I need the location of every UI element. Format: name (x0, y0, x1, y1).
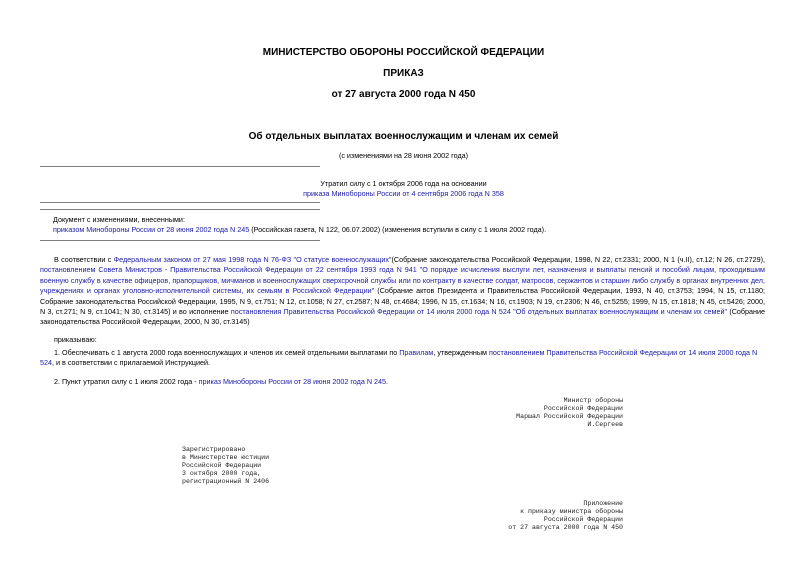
resolution-524-link[interactable]: постановления Правительства Российской Федерации от 14 июля 2000 года N 524 "Об отдельных выплатах военнослужащим и членам их семей" (230, 307, 728, 317)
item-text: 2. Пункт утратил силу с 1 июля 2002 года - (54, 377, 199, 386)
signature-line: Российской Федерации (543, 404, 623, 412)
appendix-line: к приказу министра обороны (520, 507, 623, 515)
preamble-text: В соответствии с (54, 255, 114, 264)
item-text: 1. Обеспечивать с 1 августа 2000 года военнослужащих и членов их семей отдельными выплатами по (54, 348, 400, 357)
amend-link[interactable]: приказом Минобороны России от 28 июня 2002 года N 245 (53, 225, 250, 234)
item-text: , и в соответствии с прилагаемой Инструкцией. (52, 358, 210, 368)
signature-line: И.Сергеев (587, 420, 623, 428)
divider (40, 166, 320, 167)
doc-title: Об отдельных выплатах военнослужащим и членам их семей (248, 131, 559, 142)
appendix-line: Российской Федерации (543, 515, 623, 523)
preamble-text: (Собрание актов Президента и Правительства Российской Федерации, 1993, N 40, ст.3753; 1994, N 15, ст.1180; Собрание законодательства Российской Федерации, 1995, N 9, ст.751; N 12, ст.1058; N 27, ст.2587; N 48, ст.4684; 1996, N 15, ст.1634; N 16, ст.1903; N 19, ст.2306; N 46, ст.5255; 1999, N 15, ст.1818; N 45, ст.5426; 2000, N 3, ст.271; N 9, ст.1041; N 30, ст.3145) и во исполнение (40, 286, 765, 317)
registration-line: 3 октября 2000 года, (182, 469, 262, 477)
amend-line (53, 225, 773, 235)
federal-law-link[interactable]: Федеральным законом от 27 мая 1998 года N 76-ФЗ "О статусе военнослужащих" (113, 255, 392, 264)
status-line: Утратил силу с 1 октября 2006 года на основании (320, 179, 487, 188)
signature-block (516, 397, 623, 429)
ministry-title: МИНИСТЕРСТВО ОБОРОНЫ РОССИЙСКОЙ ФЕДЕРАЦИИ (262, 47, 545, 58)
amend-label: Документ с изменениями, внесенными: (53, 215, 185, 224)
appendix-line: от 27 августа 2000 года N 450 (508, 523, 623, 531)
changes-note: (с изменениями на 28 июня 2002 года) (338, 151, 469, 160)
resolution-524-link[interactable]: постановлением Правительства Российской Федерации от 14 июля 2000 года N 524 (40, 348, 758, 368)
order-245-link[interactable]: приказ Минобороны России от 28 июня 2002 года N 245 (198, 377, 386, 386)
item-1 (40, 348, 768, 369)
item-text: . (386, 377, 388, 386)
item-text: , утвержденным (433, 348, 489, 357)
registration-line: Российской Федерации (182, 461, 262, 469)
appendix-line: Приложение (583, 500, 623, 507)
preamble-text: (Собрание законодательства Российской Федерации, 1998, N 22, ст.2331; 2000, N 1 (ч.II), ст.12; N 26, ст.2729), (391, 255, 766, 264)
preamble-paragraph (40, 255, 765, 328)
order-word: приказываю: (54, 335, 97, 344)
registration-line: в Министерстве юстиции (182, 453, 270, 461)
appendix-block (508, 500, 623, 532)
registration-line: Зарегистрировано (182, 446, 246, 453)
divider (40, 209, 320, 210)
rules-link[interactable]: Правилам (399, 348, 434, 357)
registration-block (182, 446, 269, 486)
signature-line: Министр обороны (563, 397, 623, 404)
preamble-text: (Собрание законодательства Российской Федерации, 2000, N 30, ст.3145) (40, 307, 766, 327)
item-2 (40, 377, 768, 387)
amend-rest: (Российская газета, N 122, 06.07.2002) (изменения вступили в силу с 1 июля 2002 года). (249, 225, 547, 234)
doc-type: ПРИКАЗ (383, 68, 424, 79)
registration-line: регистрационный N 2406 (182, 477, 270, 485)
signature-line: Маршал Российской Федерации (516, 412, 623, 420)
divider (40, 202, 320, 203)
doc-date: от 27 августа 2000 года N 450 (331, 89, 476, 100)
status-link[interactable]: приказа Минобороны России от 4 сентября 2006 года N 358 (303, 189, 504, 198)
resolution-941-link[interactable]: постановлением Совета Министров - Правительства Российской Федерации от 22 сентября 1993 года N 941 "О порядке исчисления выслуги лет, назначения и выплаты пенсий и пособий лицам, проходившим военную службу в качестве офицеров, прапорщиков, мичманов и военнослужащих сверхсрочной службы или по контракту в качестве солдат, матросов, сержантов и старшин либо службу в органах внутренних дел, учреждениях и органах уголовно-исполнительной системы, их семьям в Российской Федерации" (40, 265, 765, 296)
divider (40, 240, 320, 241)
